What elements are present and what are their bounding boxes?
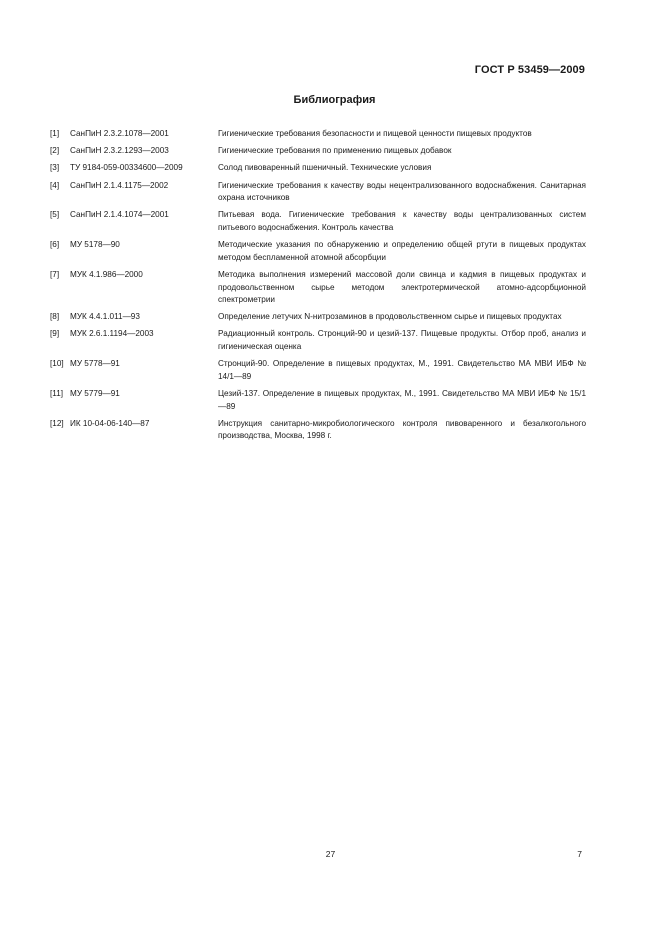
entry-description: Гигиенические требования по применению пищевых добавок <box>218 146 452 156</box>
entry-reference: МУ 5178—90 <box>70 240 120 250</box>
entry-description: Радиационный контроль. Стронций-90 и цезий-137. Пищевые продукты. Отбор проб, анализ и гигиеническая оценка <box>218 329 586 352</box>
bibliography-entry <box>50 269 586 307</box>
bibliography-entry <box>50 209 586 234</box>
entry-description: Питьевая вода. Гигиенические требования к качеству воды централизованных систем питьевого водоснабжения. Контроль качества <box>218 210 586 232</box>
entry-reference: МУК 4.4.1.011—93 <box>70 312 140 322</box>
entry-number: [6] <box>50 240 60 250</box>
entry-description: Гигиенические требования к качеству воды нецентрализованного водоснабжения. Санитарная охрана источников <box>218 180 586 203</box>
entry-number: [2] <box>50 146 60 156</box>
entry-number: [8] <box>50 312 60 322</box>
entry-number: [9] <box>50 329 60 339</box>
bibliography-entry <box>50 388 586 413</box>
page-title: Библиография <box>293 94 376 106</box>
bibliography-entry <box>50 328 586 353</box>
bibliography-entry <box>50 145 586 158</box>
entry-description: Определение летучих N-нитрозаминов в продовольственном сырье и пищевых продуктах <box>218 312 562 322</box>
entry-description: Методические указания по обнаружению и определению общей ртути в пищевых продуктах методом беспламенной атомной абсорбции <box>218 240 586 262</box>
bibliography-entry <box>50 418 586 443</box>
entry-description: Цезий-137. Определение в пищевых продуктах, М., 1991. Свидетельство МА МВИ ИБФ № 15/1—89 <box>218 389 586 411</box>
entry-number: [5] <box>50 210 60 220</box>
entry-reference: СанПиН 2.3.2.1078—2001 <box>70 129 169 138</box>
entry-reference: МУК 2.6.1.1194—2003 <box>70 329 154 339</box>
bibliography-list <box>50 128 586 448</box>
entry-description: Методика выполнения измерений массовой доли свинца и кадмия в пищевых продуктах и продовольственном сырье методом электротермической атомно-адсорбционной спектрометрии <box>218 269 586 305</box>
entry-reference: СанПиН 2.3.2.1293—2003 <box>70 146 169 156</box>
entry-description: Солод пивоваренный пшеничный. Технические условия <box>218 163 432 173</box>
bibliography-entry <box>50 162 586 175</box>
bibliography-entry <box>50 358 586 383</box>
entry-number: [4] <box>50 180 60 190</box>
entry-reference: ТУ 9184-059-00334600—2009 <box>70 163 183 173</box>
entry-reference: СанПиН 2.1.4.1175—2002 <box>70 180 169 190</box>
entry-description: Стронций-90. Определение в пищевых продуктах, М., 1991. Свидетельство МА МВИ ИБФ № 14/1—89 <box>218 359 586 381</box>
sheet-number: 7 <box>577 849 582 859</box>
document-standard-number: ГОСТ Р 53459—2009 <box>474 64 585 76</box>
entry-number: [7] <box>50 269 60 279</box>
entry-reference: МУК 4.1.986—2000 <box>70 269 143 279</box>
entry-description: Инструкция санитарно-микробиологического контроля пивоваренного и безалкогольного производства, Москва, 1998 г. <box>218 418 586 441</box>
entry-number: [3] <box>50 163 60 173</box>
entry-number: [1] <box>50 129 60 138</box>
entry-description: Гигиенические требования безопасности и пищевой ценности пищевых продуктов <box>218 129 532 138</box>
entry-reference: МУ 5779—91 <box>70 389 120 399</box>
entry-number: [12] <box>50 418 64 428</box>
entry-reference: СанПиН 2.1.4.1074—2001 <box>70 210 169 220</box>
entry-number: [10] <box>50 359 64 369</box>
bibliography-entry <box>50 239 586 264</box>
bibliography-entry <box>50 180 586 205</box>
entry-reference: МУ 5778—91 <box>70 359 120 369</box>
entry-number: [11] <box>50 389 64 399</box>
page-number: 27 <box>325 849 336 859</box>
entry-reference: ИК 10-04-06-140—87 <box>70 418 150 428</box>
bibliography-entry <box>50 128 586 141</box>
bibliography-entry <box>50 311 586 324</box>
